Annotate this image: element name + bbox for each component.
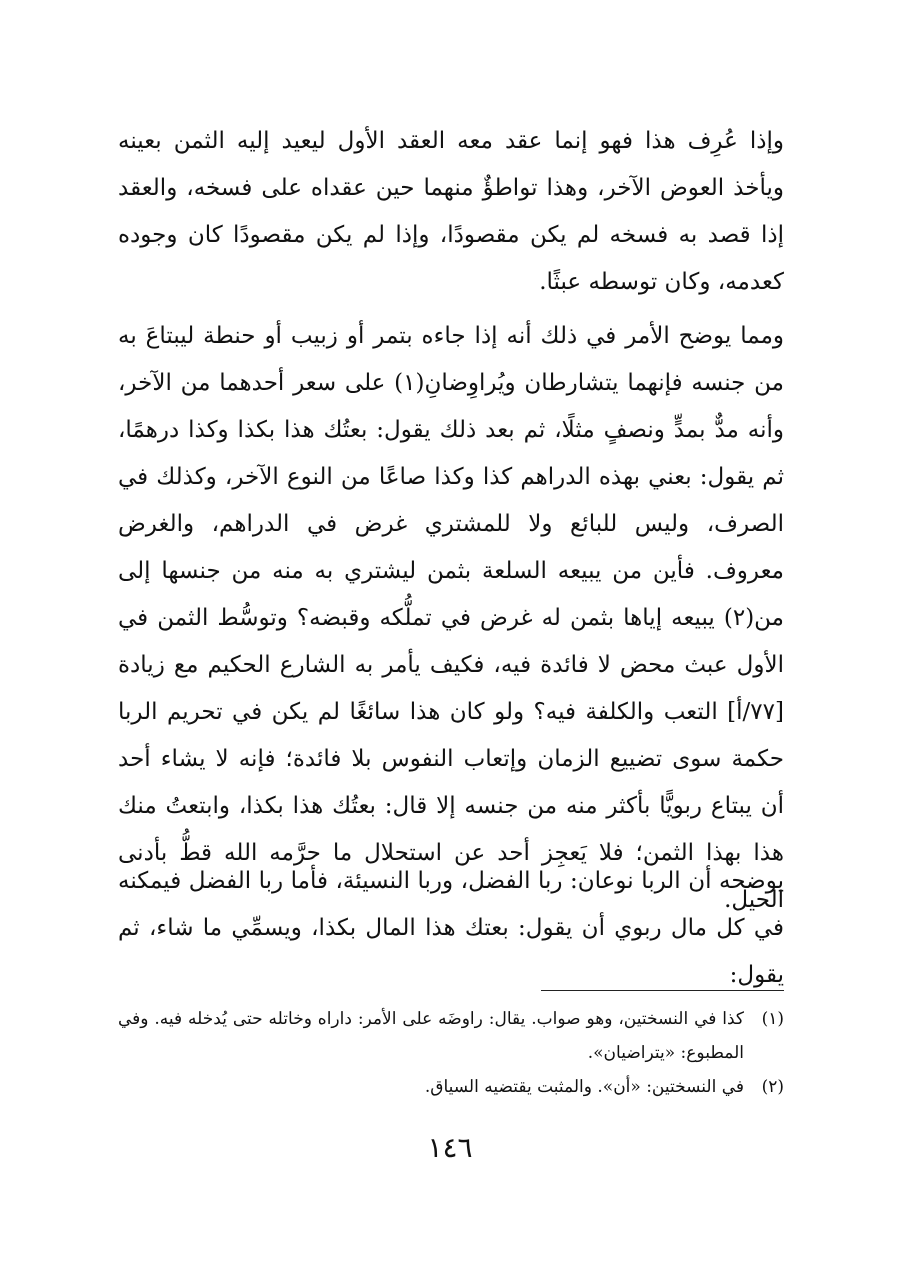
footnote-number: (١) xyxy=(761,1009,784,1029)
body-paragraph-2 xyxy=(118,313,784,913)
footnotes-section xyxy=(118,1002,784,1104)
footnote-text: في النسختين: «أن». والمثبت يقتضيه السياق. xyxy=(424,1077,744,1097)
footnote-2 xyxy=(118,1070,784,1104)
page-number: ١٤٦ xyxy=(427,1131,473,1164)
footnote-number: (٢) xyxy=(761,1077,784,1097)
footnote-1 xyxy=(118,1002,784,1070)
paragraph-text: ومما يوضح الأمر في ذلك أنه إذا جاءه بتمر أو زبيب أو حنطة ليبتاعَ به من جنسه فإنهما يتشارطان ويُراوِضانِ(١) على سعر أحدهما من الآخر، وأنه مدٌّ بمدٍّ ونصفٍ مثلًا، ثم بعد ذلك يقول: بعتُك هذا بكذا وكذا درهمًا، ثم يقول: بعني بهذه الدراهم كذا وكذا صاعًا من النوع الآخر، وكذلك في الصرف، وليس للبائع ولا للمشتري غرض في الدراهم، والغرض معروف. فأين من يبيعه السلعة بثمن ليشتري به منه من جنسها إلى من(٢) يبيعه إياها بثمن له غرض في تملُّكه وقبضه؟ وتوسُّط الثمن في الأول عبث محض لا فائدة فيه، فكيف يأمر به الشارع الحكيم مع زيادة [٧٧/أ] التعب والكلفة فيه؟ ولو كان هذا سائغًا لم يكن في تحريم الربا حكمة سوى تضييع الزمان وإتعاب النفوس بلا فائدة؛ فإنه لا يشاء أحد أن يبتاع ربويًّا بأكثر منه من جنسه إلا قال: بعتُك هذا بكذا، وابتعتُ منك هذا بهذا الثمن؛ فلا يَعجِز أحد عن استحلال ما حرَّمه الله قطُّ بأدنى الحيل. xyxy=(118,323,784,913)
footnote-text: كذا في النسختين، وهو صواب. يقال: راوضَه على الأمر: داراه وخاتله حتى يُدخله فيه. وفي المطبوع: «يتراضيان». xyxy=(118,1009,744,1063)
paragraph-text: يوضحه أن الربا نوعان: ربا الفضل، وربا النسيئة، فأما ربا الفضل فيمكنه في كل مال ربوي أن يقول: بعتك هذا المال بكذا، ويسمِّي ما شاء، ثم يقول: xyxy=(118,868,784,988)
body-paragraph-3 xyxy=(118,858,784,988)
paragraph-text: وإذا عُرِف هذا فهو إنما عقد معه العقد الأول ليعيد إليه الثمن بعينه ويأخذ العوض الآخر، وهذا تواطؤٌ منهما حين عقداه على فسخه، والعقد إذا قصد به فسخه لم يكن مقصودًا، وإذا لم يكن مقصودًا كان وجوده كعدمه، وكان توسطه عبثًا. xyxy=(118,128,784,295)
body-paragraph-1 xyxy=(118,118,784,308)
footnote-divider xyxy=(541,990,784,991)
